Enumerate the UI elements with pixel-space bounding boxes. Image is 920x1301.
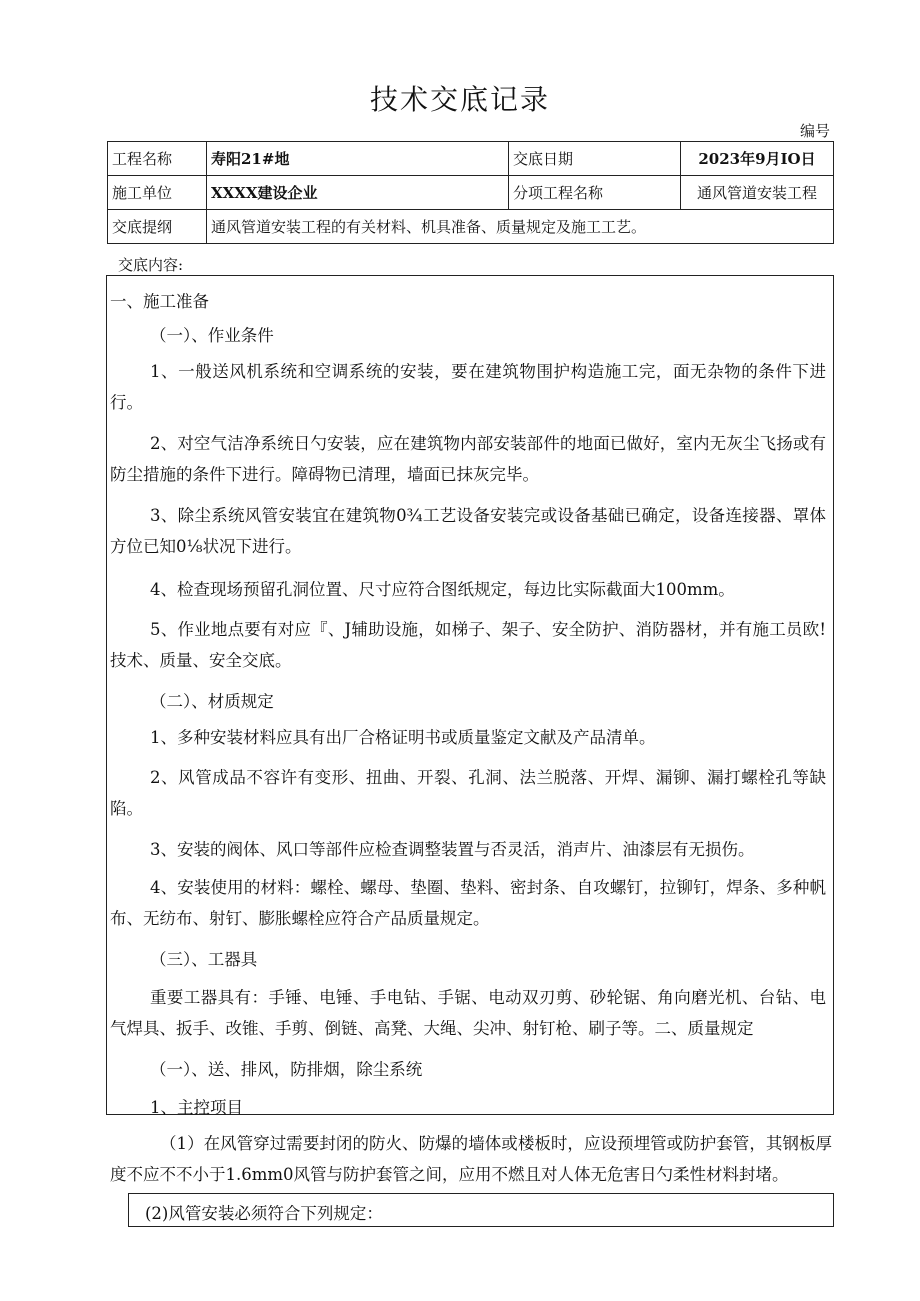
paragraph-quality-item-1: （1）在风管穿过需要封闭的防火、防爆的墙体或楼板时，应设预埋管或防护套管，其钢板厚度不应不不小于1.6mm0风管与防护套管之间，应用不燃且对人体无危害日勺柔性材料封堵。: [110, 1134, 832, 1184]
paragraph-condition-2: 2、对空气洁净系统日勺安装，应在建筑物内部安装部件的地面已做好，室内无灰尘飞扬或有防尘措施的条件下进行。障碍物已清理，墙面已抹灰完毕。: [110, 434, 826, 484]
date-value: 2023年9月IO日: [681, 142, 834, 176]
header-row-unit: [108, 176, 834, 210]
paragraph-material-4: 4、安装使用的材料：螺栓、螺母、垫圈、垫料、密封条、自攻螺钉，拉铆钉，焊条、多种帆布、无纺布、射钉、膨胀螺栓应符合产品质量规定。: [110, 878, 826, 928]
paragraph-material-3: 3、安装的阀体、风口等部件应检查调整装置与否灵活，消声片、油漆层有无损伤。: [150, 840, 755, 859]
subsection-ventilation-systems: （一）、送、排风，防排烟，除尘系统: [150, 1060, 423, 1079]
content-label: 交底内容:: [118, 256, 184, 274]
paragraph-condition-3: 3、除尘系统风管安装宜在建筑物0¾工艺设备安装完或设备基础已确定，设备连接器、罩体方位已知0⅛状况下进行。: [110, 506, 826, 556]
paragraph-condition-4: 4、检查现场预留孔洞位置、尺寸应符合图纸规定，每边比实际截面大100mm。: [150, 580, 735, 599]
paragraph-quality-item-2: (2)风管安装必须符合下列规定：: [145, 1204, 383, 1223]
paragraph-material-2: 2、风管成品不容许有变形、扭曲、开裂、孔洞、法兰脱落、开焊、漏铆、漏打螺栓孔等缺陷。: [110, 768, 826, 818]
header-table: [107, 141, 834, 244]
header-row-project: [108, 142, 834, 176]
subsection-material-requirements: （二）、材质规定: [150, 692, 274, 711]
subsection-work-conditions: （一）、作业条件: [150, 326, 274, 345]
header-row-outline: [108, 210, 834, 244]
outline-value: 通风管道安装工程的有关材料、机具准备、质量规定及施工工艺。: [207, 210, 834, 244]
quality-item-2-box: [128, 1193, 834, 1227]
code-label: 编号: [800, 122, 831, 140]
paragraph-material-1: 1、多种安装材料应具有出厂合格证明书或质量鉴定文献及产品清单。: [150, 728, 656, 747]
subsection-tools: （三）、工器具: [150, 950, 258, 969]
date-label: 交底日期: [509, 142, 681, 176]
subproject-label: 分项工程名称: [509, 176, 681, 210]
outline-label: 交底提纲: [108, 210, 207, 244]
unit-label: 施工单位: [108, 176, 207, 210]
main-control-items: 1、主控项目: [150, 1098, 243, 1117]
section-construction-prep: 一、施工准备: [110, 292, 209, 311]
document-title: 技术交底记录: [369, 83, 550, 116]
unit-value: XXXX建设企业: [207, 176, 509, 210]
paragraph-condition-5: 5、作业地点要有对应『、J辅助设施，如梯子、架子、安全防护、消防器材，并有施工员欧!技术、质量、安全交底。: [110, 620, 826, 670]
paragraph-tools: 重要工器具有：手锤、电锤、手电钻、手锯、电动双刃剪、砂轮锯、角向磨光机、台钻、电气焊具、扳手、改锥、手剪、倒链、高凳、大绳、尖冲、射钉枪、刷子等。二、质量规定: [110, 988, 826, 1038]
subproject-value: 通风管道安装工程: [681, 176, 834, 210]
project-name-label: 工程名称: [108, 142, 207, 176]
project-name-value: 寿阳21#地: [207, 142, 509, 176]
paragraph-condition-1: 1、一般送风机系统和空调系统的安装，要在建筑物围护构造施工完，面无杂物的条件下进行。: [110, 362, 826, 412]
